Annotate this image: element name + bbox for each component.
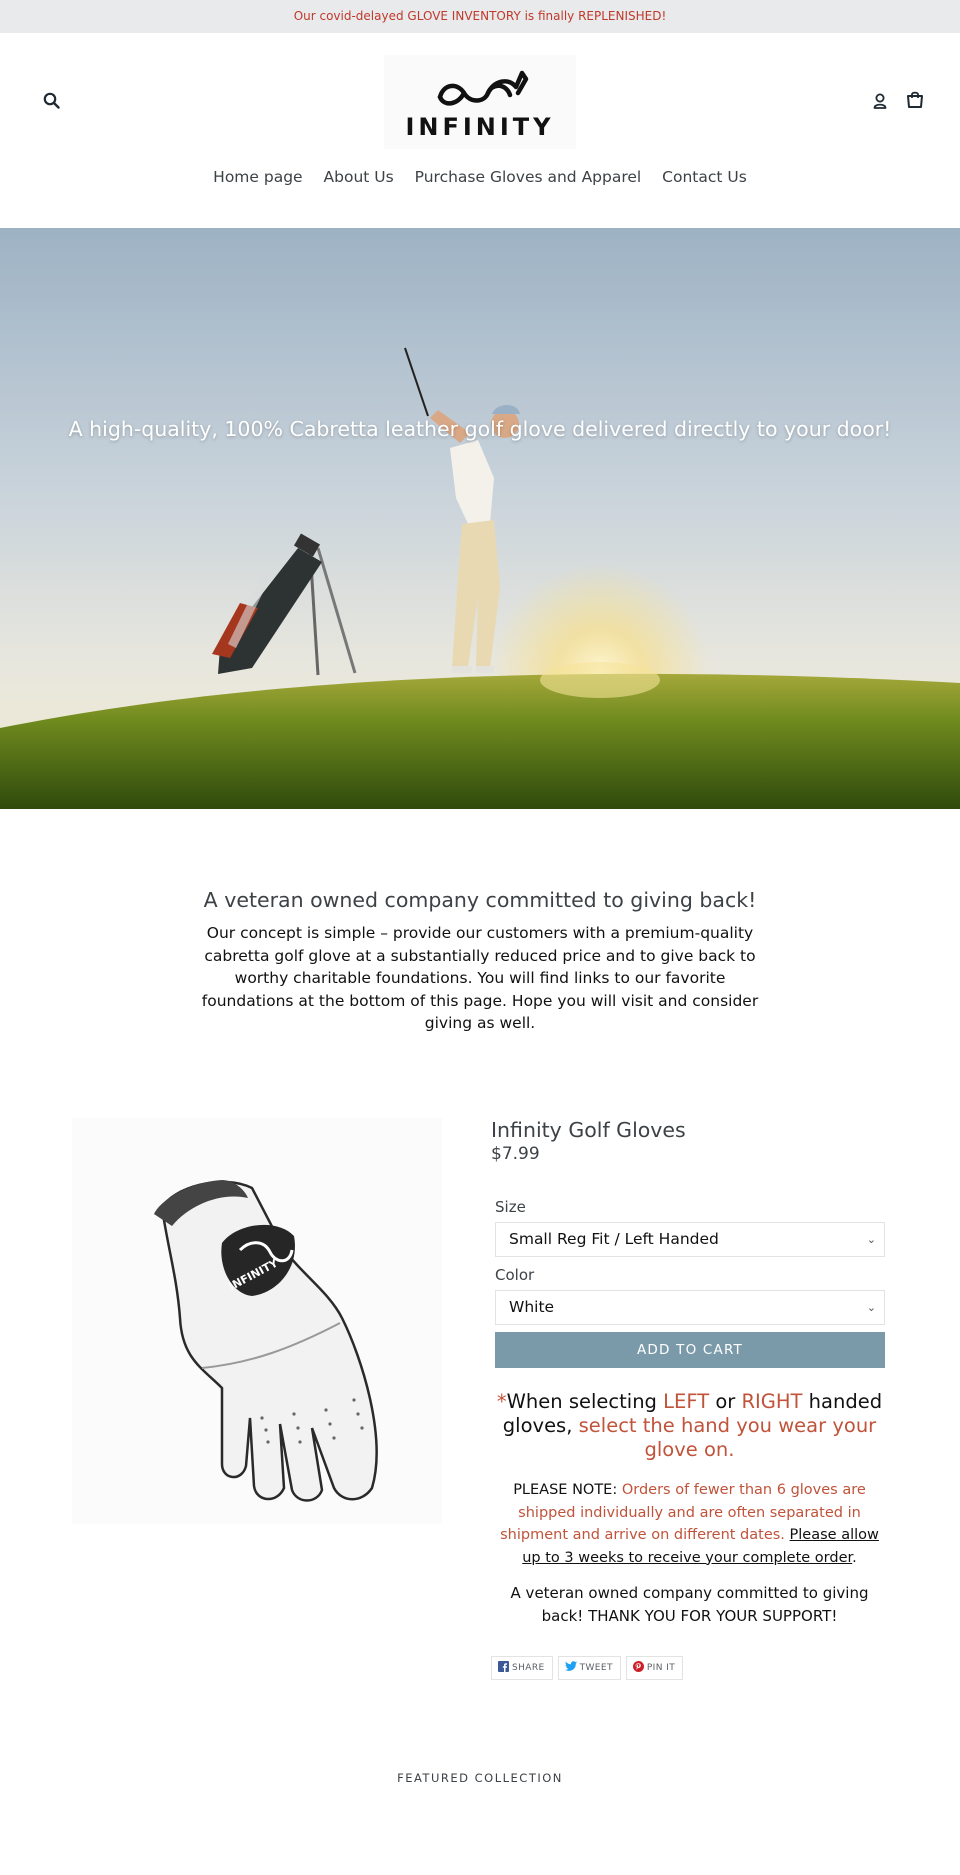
search-icon (40, 89, 64, 113)
account-button[interactable] (868, 89, 892, 113)
search-button[interactable] (40, 89, 64, 113)
please-note-end: . (852, 1549, 857, 1566)
cart-button[interactable] (903, 88, 927, 112)
please-note-underlined: Please allow up to 3 weeks to receive your complete order (522, 1527, 879, 1566)
size-select[interactable] (495, 1222, 885, 1257)
site-header (0, 33, 960, 228)
nav-purchase[interactable]: Purchase Gloves and Apparel (414, 168, 642, 186)
please-note-label: PLEASE NOTE: (513, 1482, 622, 1498)
nav-home[interactable]: Home page (213, 168, 303, 186)
hero-banner (0, 228, 960, 809)
main-navigation (0, 168, 960, 186)
size-select-value: Small Reg Fit / Left Handed (509, 1230, 719, 1248)
announcement-text[interactable]: Our covid-delayed GLOVE INVENTORY is finally REPLENISHED! (293, 9, 667, 23)
share-facebook-button[interactable] (491, 1656, 553, 1680)
notice-highlight: select the hand you wear your glove on. (578, 1414, 877, 1461)
intro-body: Our concept is simple – provide our customers with a premium-quality cabretta golf glove at a substantially reduced price and to give back to worthy charitable foundations. You will find links to our favorite foundations at the bottom of this page. Hope you will visit and consider giving as well. (201, 924, 759, 1032)
glove-logo-text: INFINITY (226, 1256, 281, 1294)
notice-or: or (709, 1390, 742, 1413)
intro-heading: A veteran owned company committed to giving back! (203, 888, 757, 912)
facebook-icon (498, 1661, 509, 1672)
hero-headline: A high-quality, 100% Cabretta leather golf glove delivered directly to your door! (68, 417, 892, 441)
pinterest-icon (633, 1661, 644, 1672)
color-select[interactable] (495, 1290, 885, 1325)
share-twitter-label: TWEET (579, 1663, 613, 1673)
featured-collection-heading: FEATURED COLLECTION (397, 1771, 563, 1785)
product-title: Infinity Golf Gloves (491, 1118, 686, 1142)
share-pinterest-label: PIN IT (646, 1663, 676, 1673)
site-logo[interactable] (384, 55, 576, 149)
twitter-icon (565, 1661, 577, 1672)
cart-icon (903, 88, 927, 112)
product-image[interactable] (72, 1118, 442, 1524)
color-select-value: White (509, 1298, 555, 1316)
hand-selection-notice (491, 1390, 888, 1462)
chevron-down-icon: ⌄ (866, 1301, 876, 1314)
asterisk: * (496, 1390, 507, 1413)
golf-glove-image (72, 1118, 442, 1524)
nav-contact[interactable]: Contact Us (662, 168, 747, 186)
add-to-cart-button[interactable]: ADD TO CART (495, 1332, 885, 1368)
notice-left: LEFT (663, 1390, 710, 1413)
hero-image (0, 228, 960, 809)
thanks-message: A veteran owned company committed to giving back! THANK YOU FOR YOUR SUPPORT! (510, 1584, 869, 1625)
notice-text-2: handed gloves, (502, 1390, 883, 1437)
account-icon (868, 89, 892, 113)
infinity-logo-icon (384, 55, 576, 149)
product-price: $7.99 (491, 1144, 540, 1164)
color-label: Color (495, 1266, 535, 1284)
share-facebook-label: SHARE (512, 1663, 545, 1673)
notice-text-1: When selecting (506, 1390, 664, 1413)
intro-section (200, 888, 760, 1035)
size-label: Size (495, 1198, 526, 1216)
nav-about[interactable]: About Us (323, 168, 394, 186)
product-info (491, 1118, 888, 1673)
shipping-notice (491, 1479, 888, 1569)
logo-text: INFINITY (405, 113, 555, 141)
chevron-down-icon: ⌄ (866, 1233, 876, 1246)
share-twitter-button[interactable] (558, 1656, 621, 1680)
announcement-bar (0, 0, 960, 33)
please-note-red: Orders of fewer than 6 gloves are shipped individually and are often separated in shipment and arrive on different dates. (500, 1482, 866, 1543)
share-pinterest-button[interactable] (626, 1656, 683, 1680)
share-buttons (491, 1656, 688, 1680)
notice-right: RIGHT (741, 1390, 803, 1413)
